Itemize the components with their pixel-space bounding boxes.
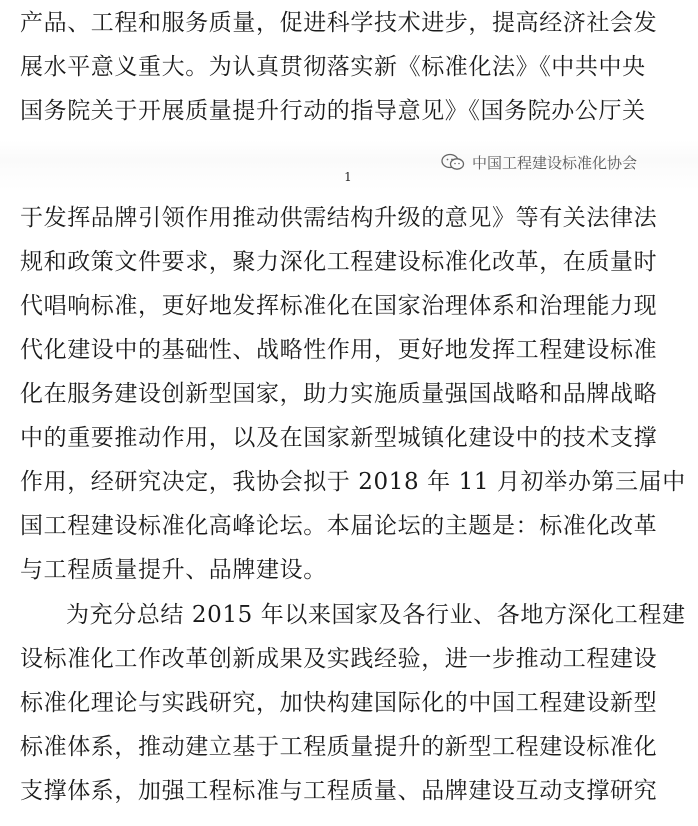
text-line: 代唱响标准，更好地发挥标准化在国家治理体系和治理能力现	[20, 293, 658, 319]
wechat-icon	[440, 152, 466, 172]
text-line: 设标准化工作改革创新成果及实践经验，进一步推动工程建设	[20, 646, 658, 672]
text-line: 展水平意义重大。为认真贯彻落实新《标准化法》《中共中央	[20, 54, 646, 80]
text-line: 化在服务建设创新型国家，助力实施质量强国战略和品牌战略	[20, 381, 658, 407]
text-line: 国工程建设标准化高峰论坛。本届论坛的主题是：标准化改革	[20, 513, 658, 539]
text-line: 产品、工程和服务质量，促进科学技术进步，提高经济社会发	[20, 10, 658, 36]
text-line: 国务院关于开展质量提升行动的指导意见》《国务院办公厅关	[20, 98, 646, 124]
watermark	[440, 150, 637, 174]
text-line: 中的重要推动作用，以及在国家新型城镇化建设中的技术支撑	[20, 425, 658, 451]
text-line: 作用，经研究决定，我协会拟于 2018 年 11 月初举办第三届中	[20, 469, 686, 495]
page-number: 1	[344, 170, 352, 184]
watermark-text: 中国工程建设标准化协会	[472, 153, 638, 172]
text-line: 代化建设中的基础性、战略性作用，更好地发挥工程建设标准	[20, 337, 658, 363]
text-line: 与工程质量提升、品牌建设。	[20, 557, 327, 583]
text-line: 为充分总结 2015 年以来国家及各行业、各地方深化工程建	[66, 602, 686, 628]
text-line: 于发挥品牌引领作用推动供需结构升级的意见》等有关法律法	[20, 205, 658, 231]
text-line: 支撑体系，加强工程标准与工程质量、品牌建设互动支撑研究	[20, 778, 658, 804]
text-line: 规和政策文件要求，聚力深化工程建设标准化改革，在质量时	[20, 249, 658, 275]
text-line: 标准体系，推动建立基于工程质量提升的新型工程建设标准化	[20, 734, 658, 760]
text-line: 标准化理论与实践研究，加快构建国际化的中国工程建设新型	[20, 690, 658, 716]
